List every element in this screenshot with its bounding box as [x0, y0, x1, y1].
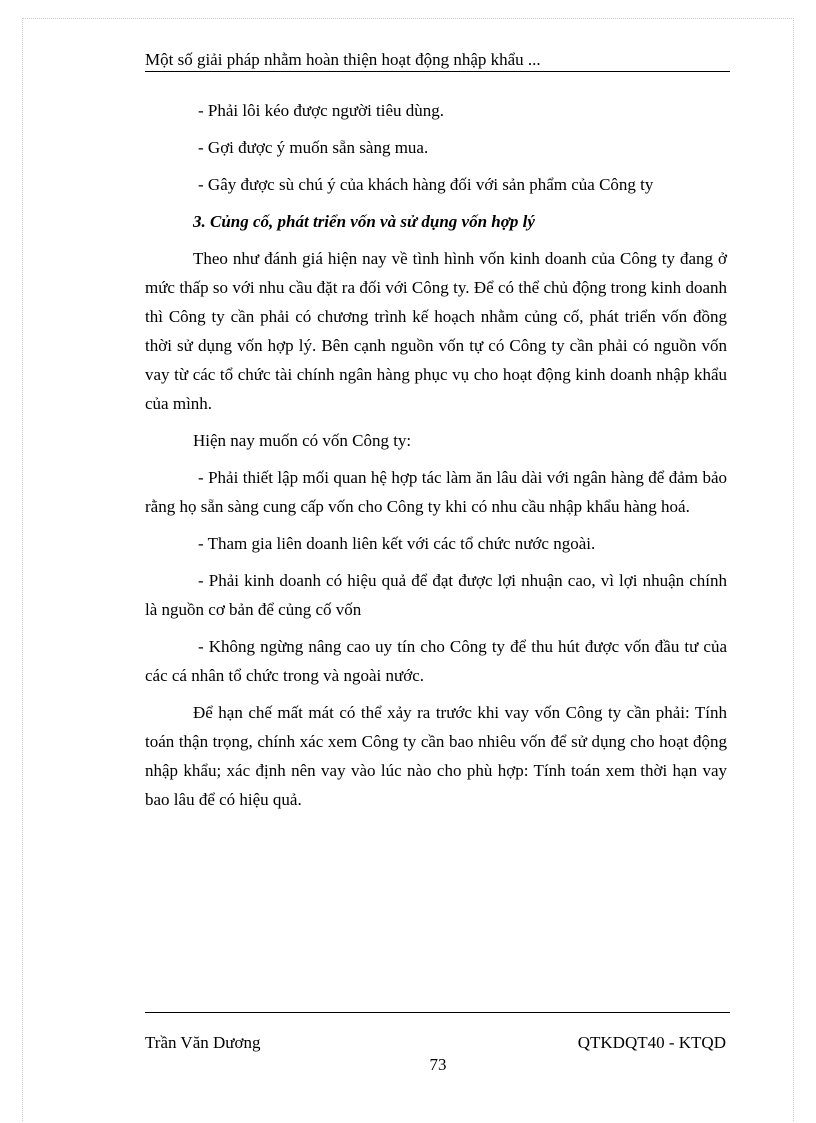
footer-author: Trần Văn Dương — [145, 1033, 261, 1052]
bullet-item: - Gợi được ý muốn sẵn sàng mua. — [198, 138, 429, 157]
footer-rule — [145, 1012, 730, 1013]
paragraph: Để hạn chế mất mát có thể xảy ra trước khi vay vốn Công ty cần phải: Tính toán thận trọng, chính xác xem Công ty cần bao nhiêu vốn để sử dụng cho hoạt động nhập khẩu; xác định nên vay vào lúc nào cho phù hợp: Tính toán xem thời hạn vay bao lâu để có hiệu quả. — [145, 703, 727, 809]
paragraph: Hiện nay muốn có vốn Công ty: — [193, 431, 412, 450]
header-rule — [145, 71, 730, 72]
bullet-item: - Phải thiết lập mối quan hệ hợp tác làm ăn lâu dài với ngân hàng để đảm bảo rằng họ sẵn sàng cung cấp vốn cho Công ty khi có nhu cầu nhập khẩu hàng hoá. — [145, 468, 727, 516]
bullet-item: - Tham gia liên doanh liên kết với các tổ chức nước ngoài. — [198, 534, 596, 553]
bullet-item: - Gây được sù chú ý của khách hàng đối với sản phẩm của Công ty — [198, 175, 654, 194]
bullet-item: - Không ngừng nâng cao uy tín cho Công ty để thu hút được vốn đầu tư của các cá nhân tổ chức trong và ngoài nước. — [145, 637, 727, 685]
footer-class-code: QTKDQT40 - KTQD — [577, 1033, 726, 1052]
page-number: 73 — [429, 1055, 447, 1074]
document-body — [145, 96, 727, 822]
running-header: Một số giải pháp nhằm hoàn thiện hoạt động nhập khẩu ... — [145, 50, 541, 69]
bullet-item: - Phải kinh doanh có hiệu quả để đạt được lợi nhuận cao, vì lợi nhuận chính là nguồn cơ bản để củng cố vốn — [145, 571, 727, 619]
section-heading: 3. Củng cố, phát triển vốn và sử dụng vốn hợp lý — [193, 212, 535, 231]
bullet-item: - Phải lôi kéo được người tiêu dùng. — [198, 101, 445, 120]
paragraph: Theo như đánh giá hiện nay về tình hình vốn kinh doanh của Công ty đang ở mức thấp so với nhu cầu đặt ra đối với Công ty. Để có thể chủ động trong kinh doanh thì Công ty cần phải có chương trình kế hoạch nhằm củng cố, phát triển vốn đồng thời sử dụng vốn hợp lý. Bên cạnh nguồn vốn tự có Công ty cần phải có nguồn vốn vay từ các tổ chức tài chính ngân hàng phục vụ cho hoạt động kinh doanh nhập khẩu của mình. — [145, 249, 727, 413]
